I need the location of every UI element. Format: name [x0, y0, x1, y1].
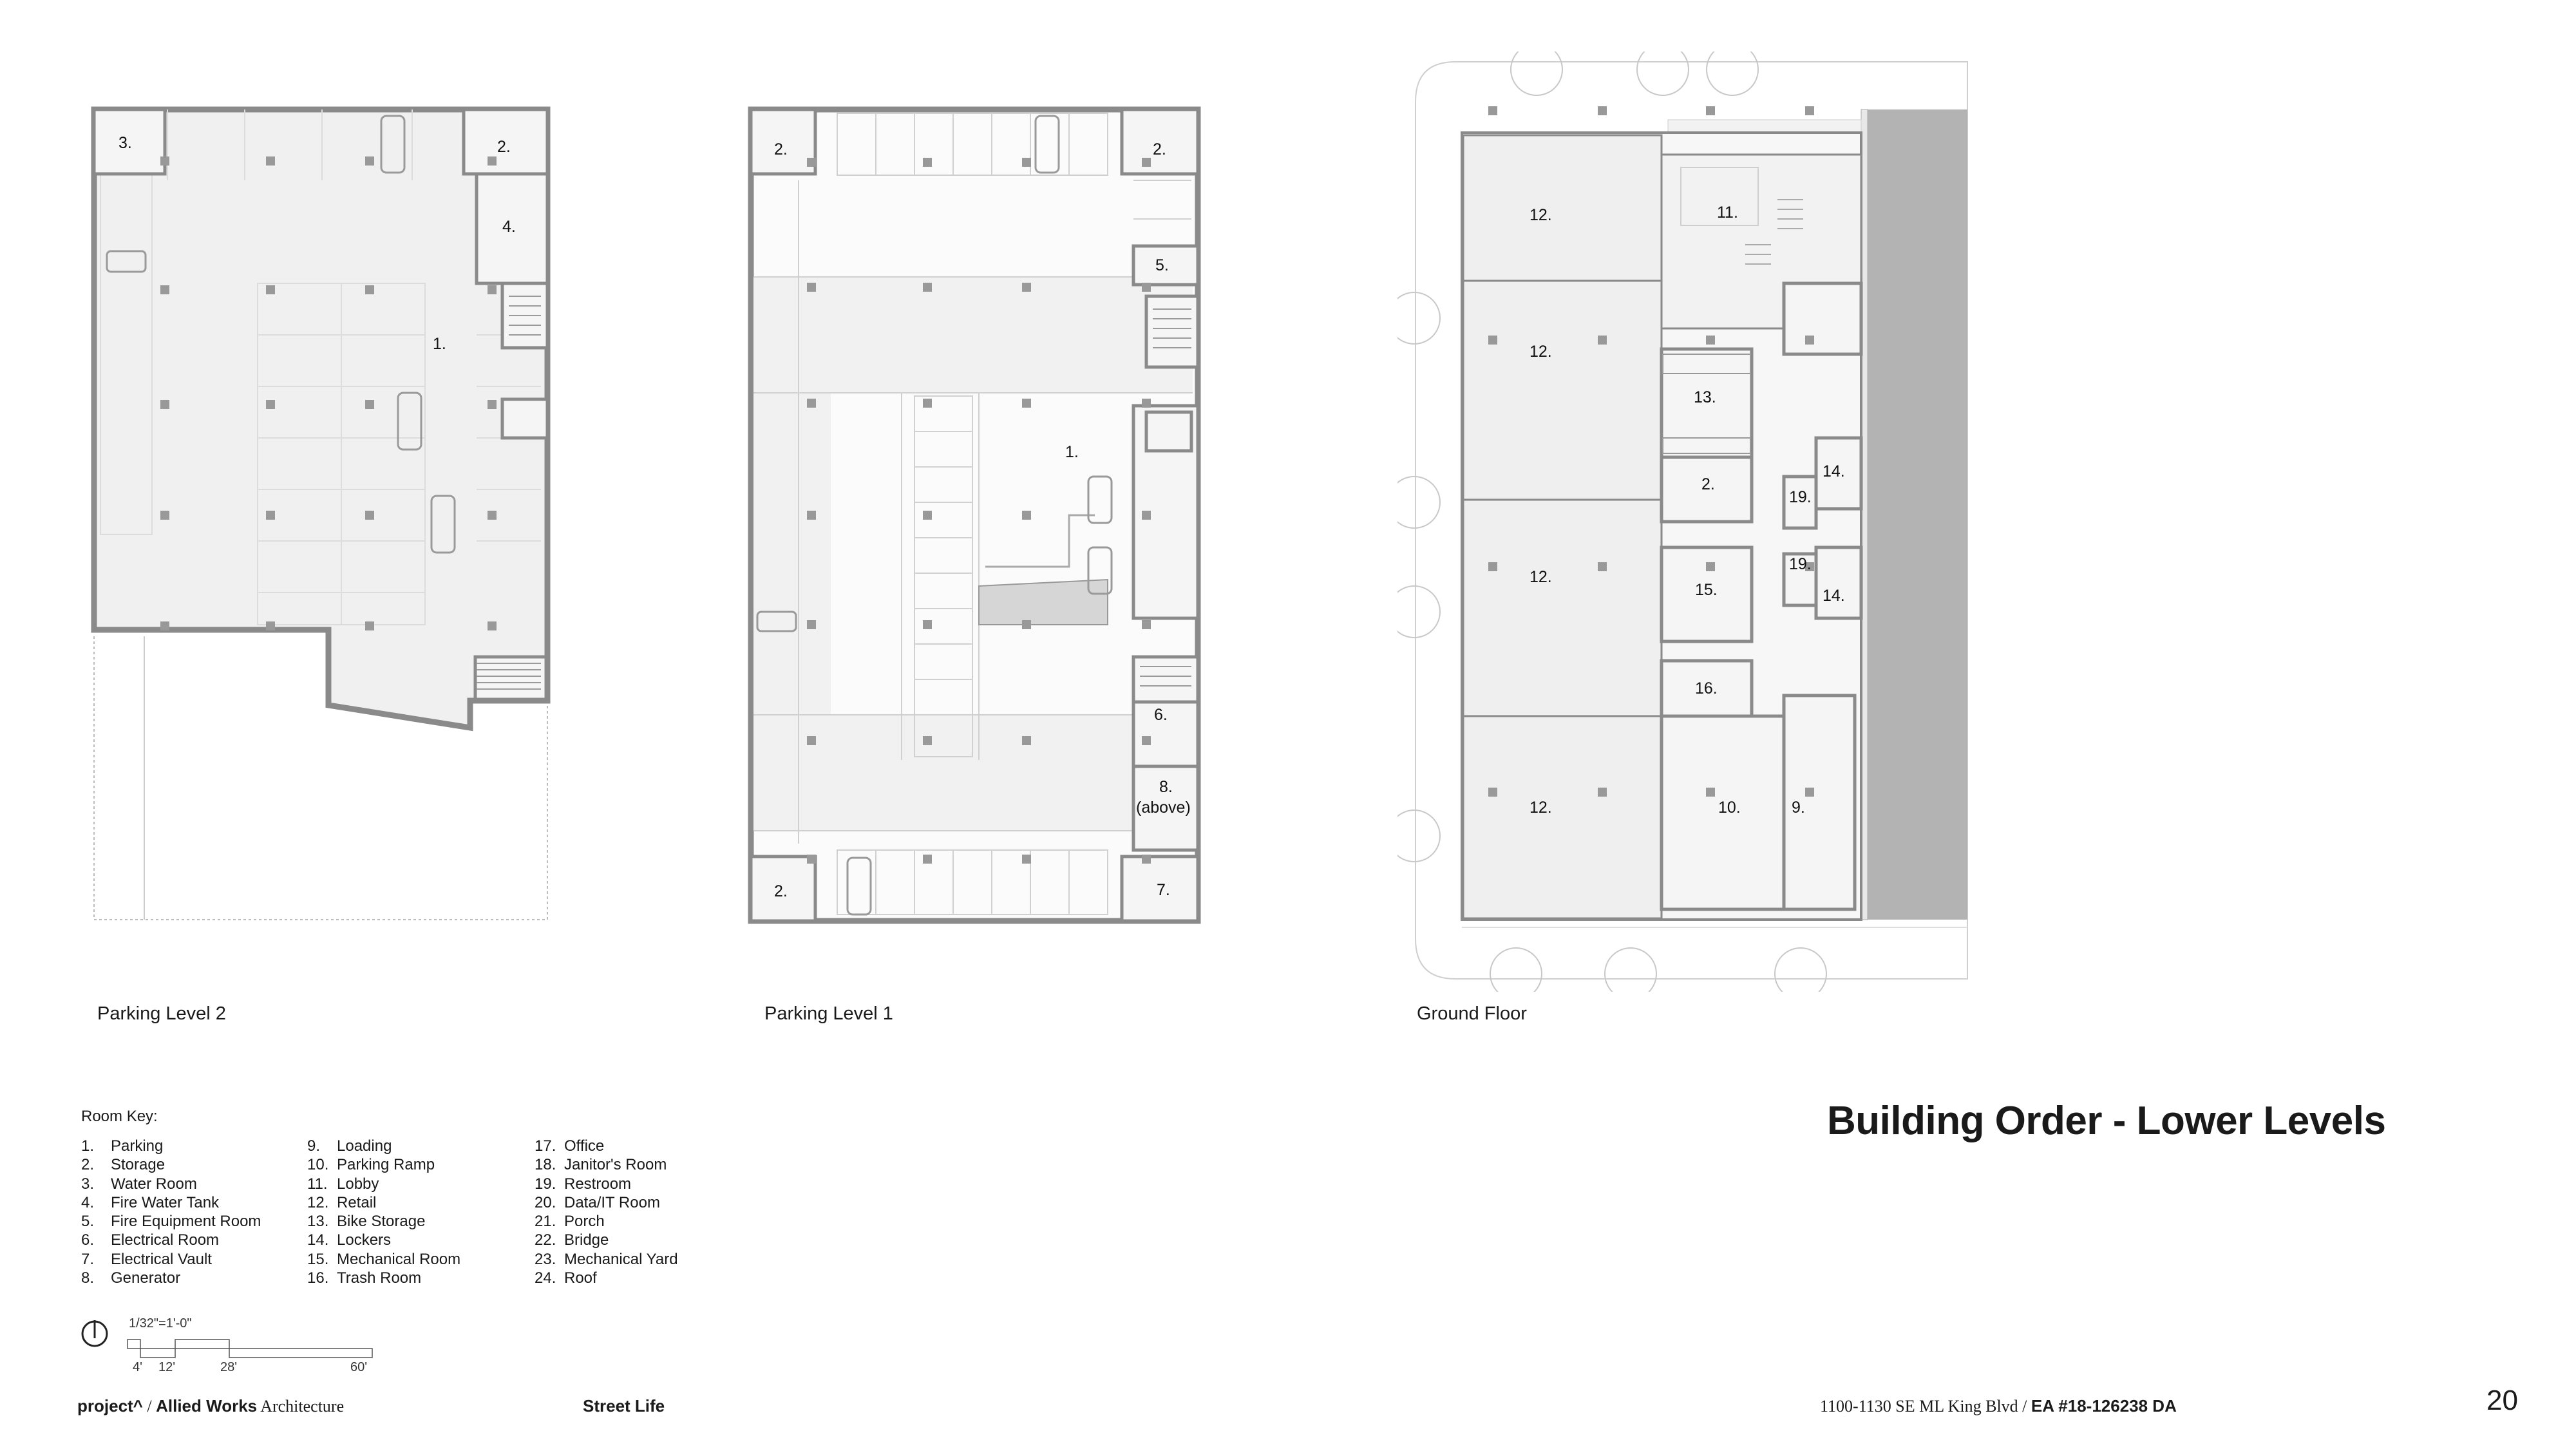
gf-room-number-lockers-2: 14.: [1823, 587, 1845, 605]
room-key-item: 5. Fire Equipment Room: [81, 1213, 261, 1231]
street-tree-icon: [1490, 948, 1542, 992]
structural-column: [266, 621, 275, 630]
adjacent-building: [1868, 109, 1967, 920]
street-tree-icon: [1511, 52, 1562, 95]
structural-column: [1805, 788, 1814, 797]
structural-column: [923, 158, 932, 167]
structural-column: [1142, 158, 1151, 167]
parking-level-2-label: Parking Level 2: [97, 1003, 226, 1024]
scale-tick-4: 4': [133, 1360, 142, 1374]
gf-retail-3: [1463, 500, 1662, 716]
footer-case-number: EA #18-126238 DA: [2031, 1396, 2177, 1416]
structural-column: [1706, 336, 1715, 345]
street-tree-icon: [1397, 810, 1440, 862]
gf-room-number-retail-1: 12.: [1530, 206, 1552, 224]
parking-level-2-plan: [90, 103, 554, 934]
structural-column: [1598, 106, 1607, 115]
structural-column: [266, 156, 275, 166]
room-key-item: 20. Data/IT Room: [535, 1193, 660, 1211]
ground-floor-plan: [1397, 52, 1977, 992]
structural-column: [923, 511, 932, 520]
room-key-item: 8. Generator: [81, 1269, 181, 1287]
street-tree-icon: [1397, 292, 1440, 344]
structural-column: [923, 399, 932, 408]
gf-room-number-restroom-1: 19.: [1789, 488, 1812, 506]
room-key-item: 6. Electrical Room: [81, 1231, 220, 1249]
room-key-item: 2. Storage: [81, 1156, 166, 1174]
gf-room-number-bike-storage: 13.: [1694, 388, 1716, 406]
structural-column: [807, 620, 816, 629]
parking-level-1-plan: [747, 103, 1211, 934]
pl1-room-number-electrical-vault: 7.: [1157, 881, 1170, 899]
scale-tick-28: 28': [220, 1360, 238, 1374]
street-tree-icon: [1397, 477, 1440, 528]
structural-column: [923, 736, 932, 745]
structural-column: [1022, 399, 1031, 408]
gf-core-stair: [1784, 283, 1861, 354]
room-key-title: Room Key:: [81, 1108, 158, 1125]
structural-column: [1142, 620, 1151, 629]
room-key-item: 4. Fire Water Tank: [81, 1193, 220, 1211]
parking-level-1-label: Parking Level 1: [764, 1003, 893, 1024]
north-arrow-icon: [80, 1319, 109, 1349]
structural-column: [1598, 336, 1607, 345]
room-key-item: 9. Loading: [307, 1137, 392, 1155]
structural-column: [488, 400, 497, 409]
room-key-item: 24. Roof: [535, 1269, 597, 1287]
structural-column: [1142, 855, 1151, 864]
room-key-item: 11. Lobby: [307, 1175, 379, 1193]
structural-column: [1488, 788, 1497, 797]
room-key-item: 1. Parking: [81, 1137, 164, 1155]
structural-column: [365, 511, 374, 520]
pl2-core-mid: [502, 399, 547, 438]
structural-column: [488, 156, 497, 166]
structural-column: [1706, 106, 1715, 115]
structural-column: [266, 511, 275, 520]
street-tree-icon: [1707, 52, 1758, 95]
structural-column: [1142, 736, 1151, 745]
room-key-item: 19. Restroom: [535, 1175, 632, 1193]
room-key-item: 18. Janitor's Room: [535, 1156, 667, 1174]
structural-column: [160, 285, 169, 294]
structural-column: [1488, 336, 1497, 345]
street-tree-icon: [1397, 586, 1440, 638]
room-key-item: 14. Lockers: [307, 1231, 392, 1249]
pl2-room-number-water-room: 3.: [118, 134, 132, 152]
structural-column: [1022, 855, 1031, 864]
pl1-stair-upper: [1146, 296, 1198, 367]
structural-column: [160, 156, 169, 166]
structural-column: [1142, 283, 1151, 292]
structural-column: [1706, 562, 1715, 571]
room-key-item: 15. Mechanical Room: [307, 1250, 461, 1268]
pl2-room-number-storage: 2.: [497, 138, 511, 156]
structural-column: [1805, 336, 1814, 345]
gf-lockers-2: [1816, 547, 1861, 618]
structural-column: [266, 400, 275, 409]
structural-column: [1022, 158, 1031, 167]
gf-room-number-parking-ramp: 10.: [1718, 799, 1741, 817]
structural-column: [923, 620, 932, 629]
gf-room-number-restroom-2: 19.: [1789, 555, 1812, 573]
structural-column: [807, 855, 816, 864]
pl1-room-number-storage-nw: 2.: [774, 140, 788, 158]
gf-room-number-mechanical: 15.: [1695, 581, 1718, 599]
gf-retail-1: [1463, 135, 1662, 281]
structural-column: [807, 736, 816, 745]
structural-column: [160, 400, 169, 409]
structural-column: [1805, 106, 1814, 115]
pl1-room-number-generator: 8.: [1159, 778, 1173, 796]
gf-room-number-lockers-1: 14.: [1823, 462, 1845, 480]
scale-tick-60: 60': [350, 1360, 368, 1374]
street-tree-icon: [1775, 948, 1826, 992]
room-key-item: 16. Trash Room: [307, 1269, 422, 1287]
gf-room-number-retail-4: 12.: [1530, 799, 1552, 817]
gf-retail-2: [1463, 281, 1662, 500]
page-number: 20: [2486, 1385, 2518, 1416]
structural-column: [160, 511, 169, 520]
structural-column: [488, 285, 497, 294]
room-key-item: 23. Mechanical Yard: [535, 1250, 678, 1268]
structural-column: [365, 285, 374, 294]
gf-retail-4: [1463, 716, 1662, 918]
structural-column: [1142, 511, 1151, 520]
page-title: Building Order - Lower Levels: [1827, 1099, 2386, 1143]
scale-bar: [126, 1336, 384, 1361]
structural-column: [488, 511, 497, 520]
pl1-room-number-storage-sw: 2.: [774, 882, 788, 900]
pl2-room-number-fire-water-tank: 4.: [502, 218, 516, 236]
pl1-room-number-generator-note: (above): [1136, 799, 1191, 817]
structural-column: [365, 621, 374, 630]
pl2-room-number-parking: 1.: [433, 335, 446, 353]
room-key-item: 12. Retail: [307, 1193, 377, 1211]
structural-column: [1022, 283, 1031, 292]
gf-room-number-loading: 9.: [1792, 799, 1805, 817]
room-key-item: 10. Parking Ramp: [307, 1156, 435, 1174]
structural-column: [1706, 788, 1715, 797]
structural-column: [923, 283, 932, 292]
footer-address: 1100-1130 SE ML King Blvd: [1820, 1397, 2018, 1416]
pl1-room-number-parking: 1.: [1065, 443, 1079, 461]
structural-column: [488, 621, 497, 630]
structural-column: [160, 621, 169, 630]
structural-column: [365, 400, 374, 409]
structural-column: [1022, 736, 1031, 745]
footer-project-credit: project^ / Allied Works Architecture: [77, 1396, 345, 1416]
pl1-room-number-storage-ne: 2.: [1153, 140, 1166, 158]
footer-project: project^: [77, 1396, 143, 1416]
street-tree-icon: [1637, 52, 1689, 95]
pl1-stair-lower: [1133, 657, 1198, 702]
structural-column: [1022, 511, 1031, 520]
gf-room-number-storage: 2.: [1701, 475, 1715, 493]
structural-column: [1598, 788, 1607, 797]
room-key-column-1: [81, 1137, 261, 1287]
structural-column: [1488, 562, 1497, 571]
structural-column: [807, 399, 816, 408]
gf-room-number-retail-2: 12.: [1530, 343, 1552, 361]
room-key-item: 21. Porch: [535, 1213, 605, 1231]
footer-section: Street Life: [583, 1396, 665, 1416]
pl1-elevator: [1146, 412, 1191, 451]
scale-ratio: 1/32"=1'-0": [129, 1316, 192, 1331]
room-key-column-2: [307, 1137, 460, 1287]
structural-column: [807, 158, 816, 167]
room-key-item: 22. Bridge: [535, 1231, 609, 1249]
pl1-room-number-fire-equipment: 5.: [1155, 256, 1169, 274]
scale-tick-12: 12': [158, 1360, 176, 1374]
structural-column: [807, 283, 816, 292]
pl1-room-number-electrical: 6.: [1154, 706, 1168, 724]
room-key-item: 3. Water Room: [81, 1175, 197, 1193]
footer-firm: Allied Works: [156, 1396, 258, 1416]
street-tree-icon: [1605, 948, 1656, 992]
structural-column: [1598, 562, 1607, 571]
structural-column: [1142, 399, 1151, 408]
structural-column: [266, 285, 275, 294]
gf-room-number-lobby: 11.: [1717, 204, 1738, 222]
structural-column: [807, 511, 816, 520]
room-key-item: 7. Electrical Vault: [81, 1250, 212, 1268]
structural-column: [365, 156, 374, 166]
gf-room-number-trash: 16.: [1695, 679, 1718, 697]
room-key-column-3: [535, 1137, 678, 1287]
footer-address-line: 1100-1130 SE ML King Blvd / EA #18-126238 DA: [1820, 1396, 2177, 1416]
ground-floor-label: Ground Floor: [1417, 1003, 1527, 1024]
structural-column: [923, 855, 932, 864]
structural-column: [1488, 106, 1497, 115]
structural-column: [1022, 620, 1031, 629]
room-key-item: 17. Office: [535, 1137, 605, 1155]
room-key-item: 13. Bike Storage: [307, 1213, 426, 1231]
gf-room-number-retail-3: 12.: [1530, 568, 1552, 586]
